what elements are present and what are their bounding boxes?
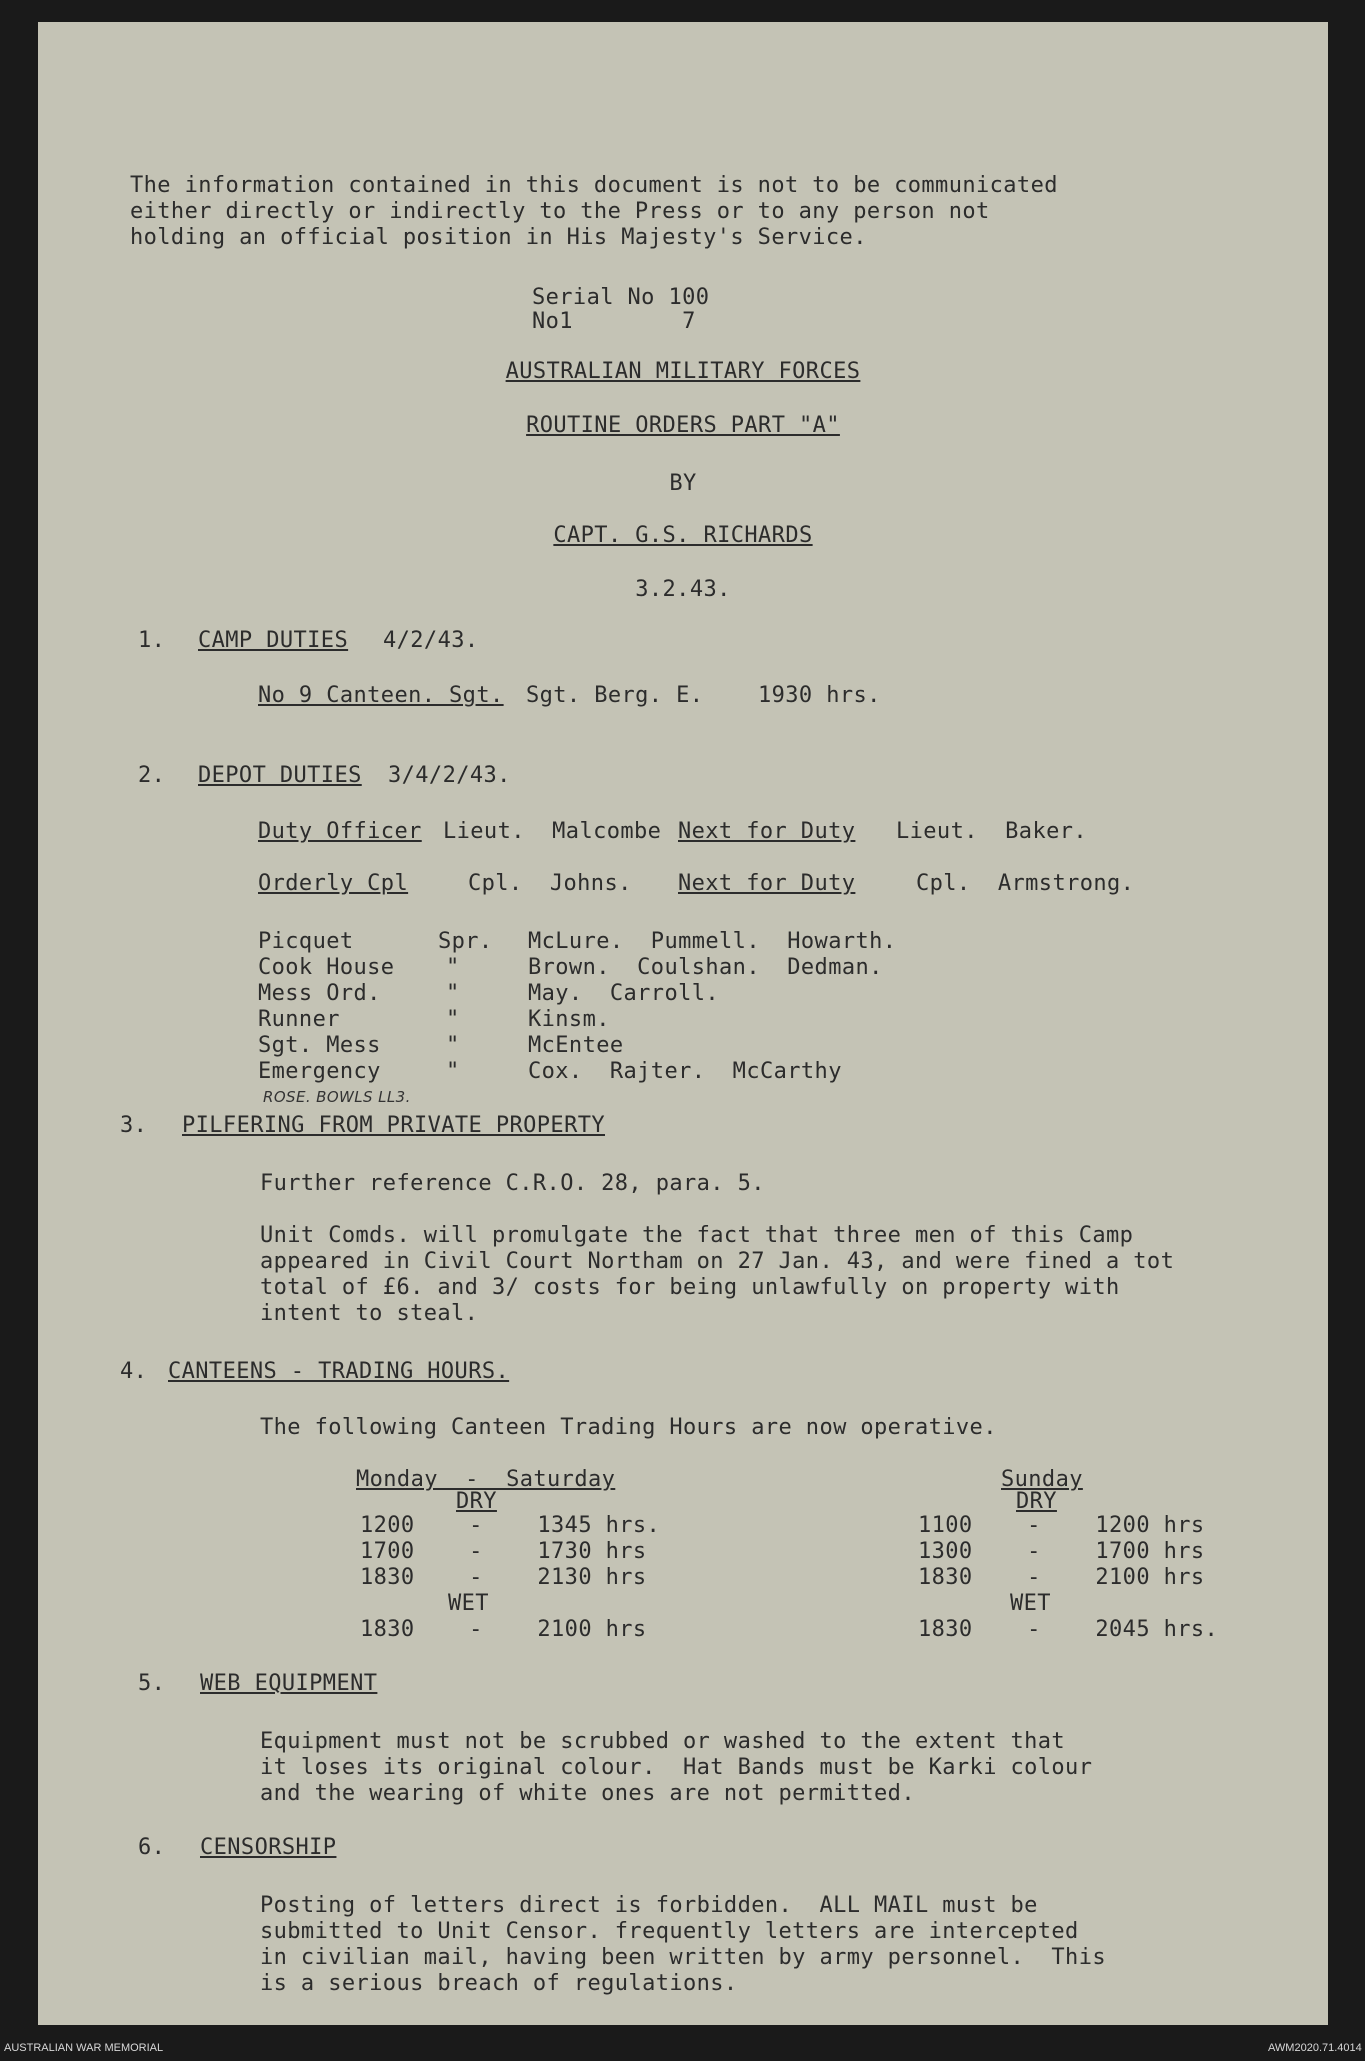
item-2-title: DEPOT DUTIES [198,763,362,788]
orderly-cpl: Cpl. Johns. [468,871,632,896]
roster-rank: " [446,1007,460,1032]
next-orderly: Cpl. Armstrong. [916,871,1135,896]
roster-rank: Spr. [438,929,493,954]
by-line: BY [669,471,697,496]
sunday-dry-hours: 1830 - 2100 hrs [918,1565,1205,1590]
sunday-dry-label: DRY [1016,1489,1057,1514]
duty-officer: Lieut. Malcombe [443,819,662,844]
roster-rank: " [446,955,460,980]
item-1-title: CAMP DUTIES [198,628,349,653]
weekday-wet-hours: 1830 - 2100 hrs [360,1617,647,1642]
item-3-body-line: appeared in Civil Court Northam on 27 Jan. 43, and were fined a tot [260,1249,1175,1274]
roster-role: Mess Ord. [258,981,381,1006]
item-6-body-line: Posting of letters direct is forbidden. ALL MAIL must be [260,1893,1038,1918]
weekday-dry-label: DRY [456,1489,497,1514]
roster-role: Picquet [258,929,354,954]
next-duty-officer-label: Next for Duty [678,819,856,844]
sunday-dry-hours: 1100 - 1200 hrs [918,1513,1205,1538]
force-title: AUSTRALIAN MILITARY FORCES [505,359,861,384]
sunday-wet-hours: 1830 - 2045 hrs. [918,1617,1219,1642]
roster-names: Cox. Rajter. McCarthy [528,1059,842,1084]
item-5-number: 5. [138,1671,166,1696]
item-6-title: CENSORSHIP [200,1835,337,1860]
order-date: 3.2.43. [635,577,731,602]
roster-names: Brown. Coulshan. Dedman. [528,955,883,980]
item-1-date: 4/2/43. [383,628,479,653]
weekday-dry-hours: 1700 - 1730 hrs [360,1539,647,1564]
confidentiality-line-1: The information contained in this document is not to be communicated [130,173,1058,198]
item-3-number: 3. [120,1113,148,1138]
handwritten-note: ROSE. BOWLS LL3. [263,1088,411,1106]
sunday-heading: Sunday [1001,1467,1083,1492]
serial-number: Serial No 100 [532,285,710,310]
item-2-date: 3/4/2/43. [388,763,511,788]
roster-names: Kinsm. [528,1007,610,1032]
roster-role: Runner [258,1007,340,1032]
item-3-title: PILFERING FROM PRIVATE PROPERTY [182,1113,605,1138]
roster-rank: " [446,1059,460,1084]
roster-names: McEntee [528,1033,624,1058]
next-duty-officer: Lieut. Baker. [896,819,1088,844]
item-5-title: WEB EQUIPMENT [200,1671,378,1696]
item-1-number: 1. [138,628,166,653]
document-page [38,22,1328,2025]
archive-reference: AWM2020.71.4014 [1268,2042,1362,2054]
item-6-body-line: submitted to Unit Censor. frequently letters are intercepted [260,1919,1079,1944]
item-2-number: 2. [138,763,166,788]
roster-names: May. Carroll. [528,981,720,1006]
item-3-body-line: total of £6. and 3/ costs for being unlawfully on property with [260,1275,1120,1300]
confidentiality-line-2: either directly or indirectly to the Press or to any person not [130,199,990,224]
item-1-canteen: No 9 Canteen. Sgt. [258,683,504,708]
orderly-cpl-label: Orderly Cpl [258,871,409,896]
weekday-wet-label: WET [448,1591,489,1616]
item-4-intro: The following Canteen Trading Hours are now operative. [260,1415,997,1440]
roster-names: McLure. Pummell. Howarth. [528,929,897,954]
roster-role: Emergency [258,1059,381,1084]
item-6-body-line: is a serious breach of regulations. [260,1971,738,1996]
item-5-body-line: it loses its original colour. Hat Bands must be Karki colour [260,1755,1093,1780]
item-3-reference: Further reference C.R.O. 28, para. 5. [260,1171,765,1196]
sunday-dry-hours: 1300 - 1700 hrs [918,1539,1205,1564]
orders-title: ROUTINE ORDERS PART "A" [526,413,840,438]
roster-rank: " [446,1033,460,1058]
roster-role: Sgt. Mess [258,1033,381,1058]
item-6-number: 6. [138,1835,166,1860]
roster-rank: " [446,981,460,1006]
confidentiality-line-3: holding an official position in His Majesty's Service. [130,225,867,250]
roster-role: Cook House [258,955,395,980]
copy-number: No1 7 [532,309,696,334]
item-5-body-line: Equipment must not be scrubbed or washed to the extent that [260,1729,1066,1754]
archive-credit: AUSTRALIAN WAR MEMORIAL [4,2042,164,2054]
issuing-officer: CAPT. G.S. RICHARDS [553,523,813,548]
duty-officer-label: Duty Officer [258,819,422,844]
item-5-body-line: and the wearing of white ones are not permitted. [260,1781,915,1806]
item-1-duty: Sgt. Berg. E. 1930 hrs. [526,683,881,708]
item-3-body-line: Unit Comds. will promulgate the fact that three men of this Camp [260,1223,1134,1248]
item-4-title: CANTEENS - TRADING HOURS. [168,1359,510,1384]
item-3-body-line: intent to steal. [260,1301,479,1326]
item-6-body-line: in civilian mail, having been written by army personnel. This [260,1945,1106,1970]
weekday-heading: Monday - Saturday [356,1467,616,1492]
next-orderly-label: Next for Duty [678,871,856,896]
weekday-dry-hours: 1830 - 2130 hrs [360,1565,647,1590]
item-4-number: 4. [120,1359,148,1384]
weekday-dry-hours: 1200 - 1345 hrs. [360,1513,661,1538]
sunday-wet-label: WET [1010,1591,1051,1616]
